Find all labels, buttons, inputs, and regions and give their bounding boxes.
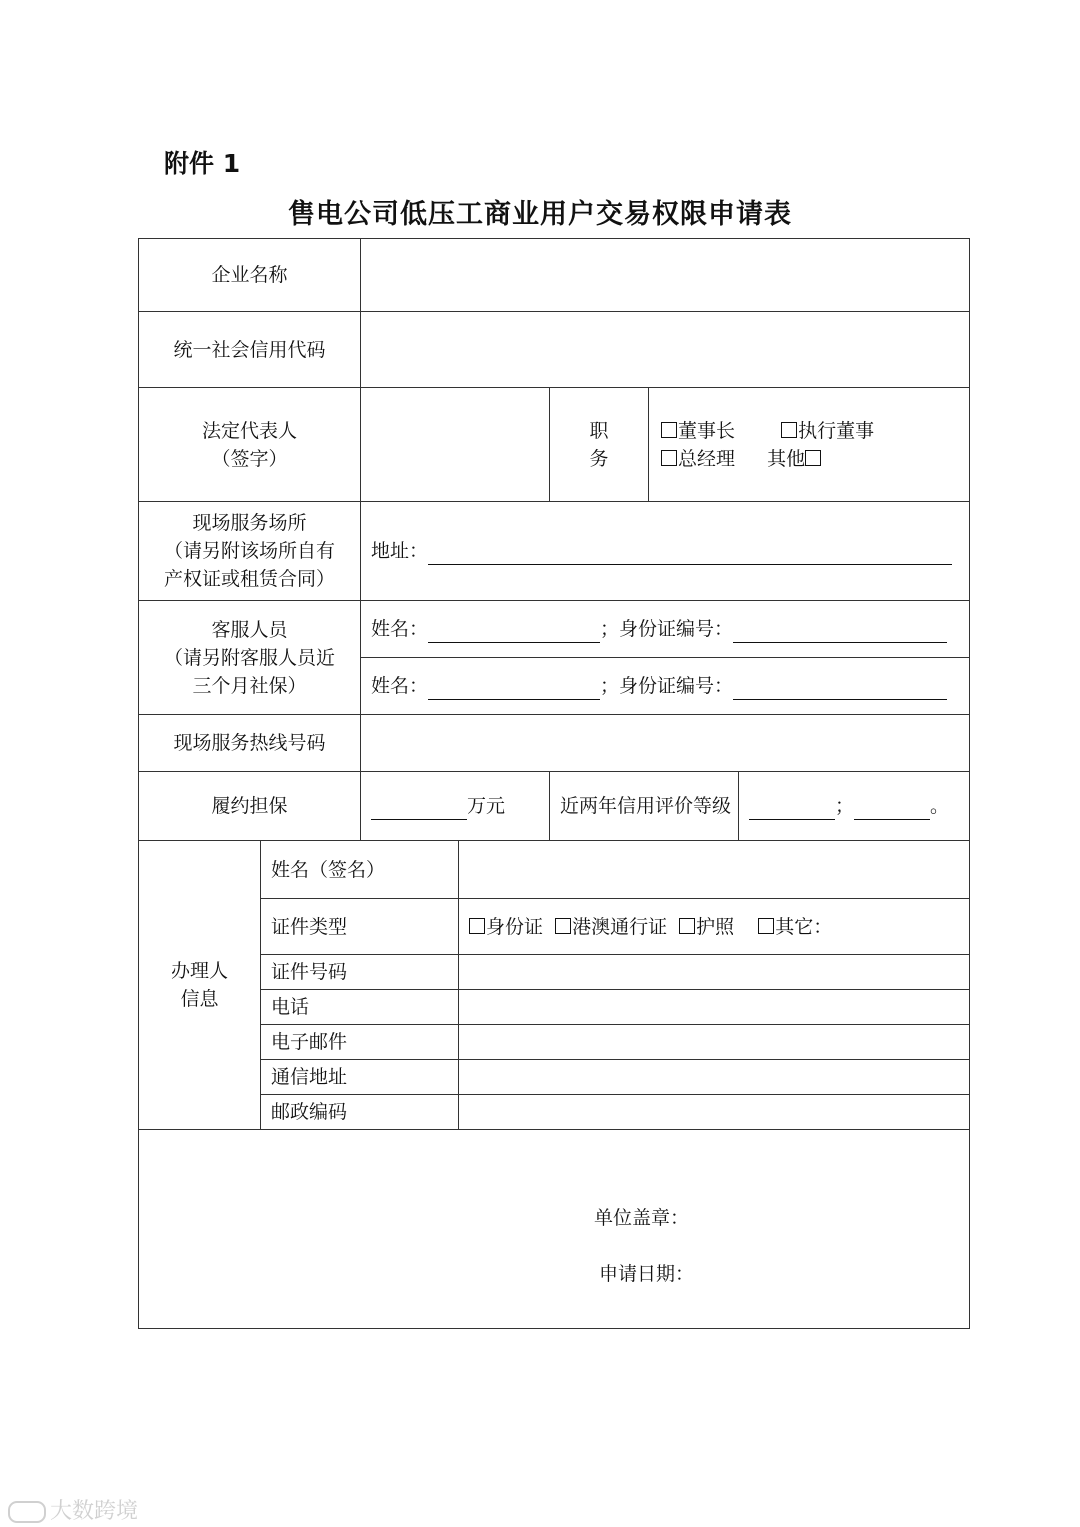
staff-1-name-label: 姓名： <box>371 618 429 640</box>
postal-code-label: 邮政编码 <box>261 1095 459 1130</box>
mail-address-field[interactable] <box>459 1060 970 1095</box>
customer-service-label <box>139 601 361 715</box>
phone-label: 电话 <box>261 990 459 1025</box>
position-label-line1: 职 <box>589 419 609 442</box>
legal-rep-label-line2: （签字） <box>211 447 288 470</box>
id-card-option-label: 身份证 <box>486 915 544 938</box>
guarantee-amount-input[interactable] <box>371 795 467 820</box>
rating-end: 。 <box>930 795 950 817</box>
exec-director-option-label: 执行董事 <box>798 419 875 442</box>
id-type-label: 证件类型 <box>261 899 459 955</box>
other-option-label: 其他 <box>767 447 806 470</box>
guarantee-amount-cell <box>361 772 550 841</box>
address-label: 地址： <box>371 540 429 562</box>
page-title: 售电公司低压工商业用户交易权限申请表 <box>288 199 792 230</box>
email-field[interactable] <box>459 1025 970 1060</box>
seal-date-cell <box>139 1130 970 1329</box>
handler-name-label: 姓名（签名） <box>261 841 459 899</box>
hkmo-permit-option-label: 港澳通行证 <box>572 915 668 938</box>
customer-service-label-line3: 三个月社保） <box>192 674 307 697</box>
hotline-field[interactable] <box>361 715 970 772</box>
watermark-logo-icon <box>8 1501 46 1523</box>
handler-info-label <box>139 841 261 1130</box>
position-label-line2: 务 <box>589 447 609 470</box>
rating-separator: ； <box>835 795 855 817</box>
credit-code-label: 统一社会信用代码 <box>139 312 361 388</box>
id-card-checkbox[interactable] <box>469 918 485 934</box>
company-name-label: 企业名称 <box>139 239 361 312</box>
gm-option-label: 总经理 <box>678 447 736 470</box>
rating-year-1-input[interactable] <box>749 795 835 820</box>
company-name-field[interactable] <box>361 239 970 312</box>
other-id-checkbox[interactable] <box>758 918 774 934</box>
watermark-text: 大数跨境 <box>50 1499 139 1524</box>
mail-address-label: 通信地址 <box>261 1060 459 1095</box>
unit-seal-label: 单位盖章： <box>594 1207 690 1229</box>
legal-rep-label <box>139 388 361 502</box>
service-site-label-line1: 现场服务场所 <box>192 512 307 534</box>
service-site-label <box>139 502 361 601</box>
passport-option-label: 护照 <box>696 915 735 938</box>
staff-2-separator: ； <box>600 675 620 697</box>
exec-director-checkbox[interactable] <box>781 422 797 438</box>
postal-code-field[interactable] <box>459 1095 970 1130</box>
position-options <box>649 388 970 502</box>
application-form <box>138 238 970 1329</box>
customer-service-staff-1 <box>361 601 970 658</box>
application-date-label: 申请日期： <box>599 1263 695 1285</box>
other-position-checkbox[interactable] <box>805 450 821 466</box>
hotline-label: 现场服务热线号码 <box>139 715 361 772</box>
guarantee-label: 履约担保 <box>139 772 361 841</box>
gm-checkbox[interactable] <box>661 450 677 466</box>
phone-field[interactable] <box>459 990 970 1025</box>
customer-service-label-line2: （请另附客服人员近 <box>164 646 336 669</box>
address-input-line[interactable] <box>428 540 952 565</box>
handler-info-label-line2: 信息 <box>180 988 219 1010</box>
service-site-address-cell <box>361 502 970 601</box>
position-label <box>550 388 649 502</box>
id-type-options <box>459 899 970 955</box>
staff-2-id-label: 身份证编号： <box>619 675 734 697</box>
credit-code-field[interactable] <box>361 312 970 388</box>
staff-2-name-input[interactable] <box>428 675 600 700</box>
legal-rep-label-line1: 法定代表人 <box>202 419 298 442</box>
attachment-label: 附件 1 <box>164 149 241 178</box>
staff-2-name-label: 姓名： <box>371 675 429 697</box>
staff-1-name-input[interactable] <box>428 618 600 643</box>
id-number-field[interactable] <box>459 955 970 990</box>
customer-service-label-line1: 客服人员 <box>211 618 288 641</box>
staff-1-separator: ； <box>600 618 620 640</box>
legal-rep-signature-field[interactable] <box>361 388 550 502</box>
credit-rating-cell <box>739 772 970 841</box>
chairman-option-label: 董事长 <box>678 419 736 442</box>
guarantee-unit: 万元 <box>467 795 506 817</box>
id-number-label: 证件号码 <box>261 955 459 990</box>
chairman-checkbox[interactable] <box>661 422 677 438</box>
watermark <box>8 1494 138 1525</box>
staff-2-id-input[interactable] <box>733 675 947 700</box>
service-site-label-line3: 产权证或租赁合同） <box>164 568 336 590</box>
service-site-label-line2: （请另附该场所自有 <box>164 540 336 562</box>
credit-rating-label: 近两年信用评价等级 <box>550 772 739 841</box>
handler-info-label-line1: 办理人 <box>170 960 228 982</box>
other-id-option-label: 其它： <box>775 915 833 938</box>
staff-1-id-input[interactable] <box>733 618 947 643</box>
staff-1-id-label: 身份证编号： <box>619 618 734 640</box>
customer-service-staff-2 <box>361 658 970 715</box>
email-label: 电子邮件 <box>261 1025 459 1060</box>
passport-checkbox[interactable] <box>679 918 695 934</box>
handler-name-field[interactable] <box>459 841 970 899</box>
hkmo-permit-checkbox[interactable] <box>555 918 571 934</box>
rating-year-2-input[interactable] <box>854 795 930 820</box>
